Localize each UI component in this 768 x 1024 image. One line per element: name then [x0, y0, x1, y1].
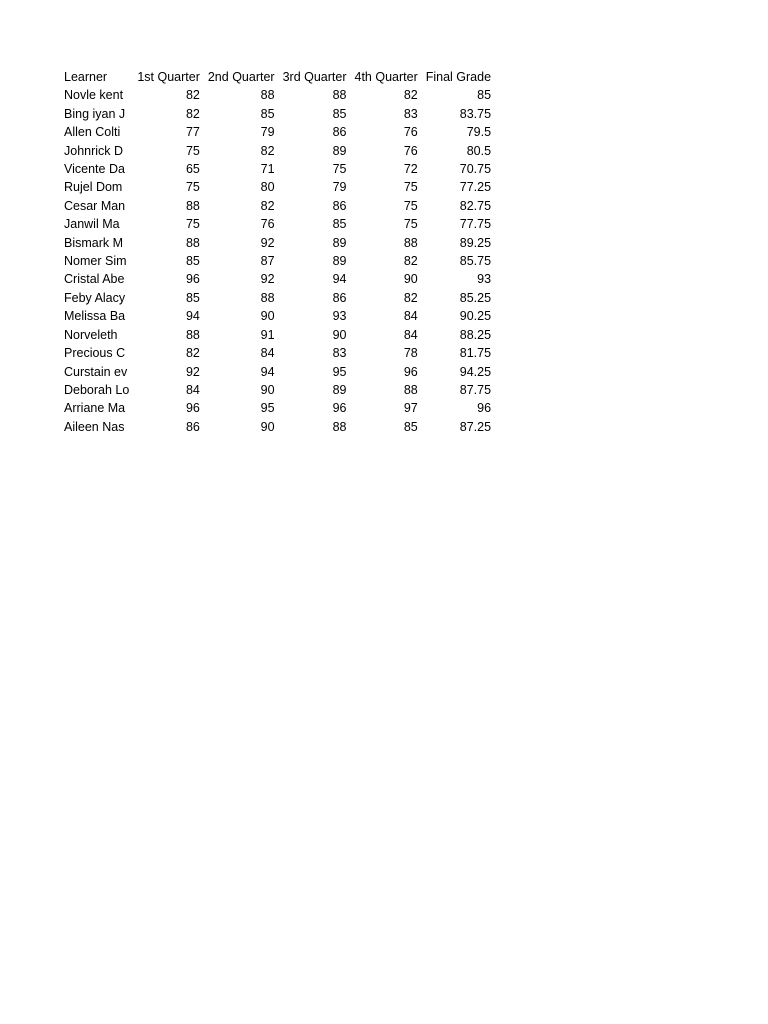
q4-grade-cell: 78 — [403, 346, 418, 361]
q2-grade-cell: 85 — [260, 106, 275, 121]
final-grade-cell: 88.25 — [459, 327, 492, 342]
q4-grade-cell: 75 — [403, 198, 418, 213]
header-4th-quarter: 4th Quarter — [354, 70, 418, 84]
q1-grade-cell: 75 — [185, 143, 200, 158]
learner-name-cell: Vicente Da — [64, 162, 125, 177]
learner-name-cell: Bismark M — [64, 235, 124, 250]
learner-name-cell: Aileen Nas — [64, 419, 125, 434]
header-learner: Learner — [64, 70, 108, 84]
q4-grade-cell: 82 — [403, 88, 418, 103]
q3-grade-cell: 75 — [332, 162, 347, 177]
q3-grade-cell: 83 — [332, 346, 347, 361]
q2-grade-cell: 82 — [260, 198, 275, 213]
q4-grade-cell: 76 — [403, 143, 418, 158]
q3-grade-cell: 79 — [332, 180, 347, 195]
q4-grade-cell: 84 — [403, 309, 418, 324]
learner-name-cell: Curstain ev — [64, 364, 128, 379]
q3-grade-cell: 89 — [332, 254, 347, 269]
q2-grade-cell: 71 — [260, 162, 275, 177]
q3-grade-cell: 89 — [332, 143, 347, 158]
table-row — [60, 363, 495, 381]
table-row — [60, 86, 495, 104]
q2-grade-cell: 88 — [260, 290, 275, 305]
table-row — [60, 289, 495, 307]
q3-grade-cell: 89 — [332, 235, 347, 250]
q3-grade-cell: 89 — [332, 382, 347, 397]
q4-grade-cell: 82 — [403, 290, 418, 305]
q2-grade-cell: 92 — [260, 272, 275, 287]
q1-grade-cell: 65 — [185, 162, 200, 177]
q1-grade-cell: 88 — [185, 235, 200, 250]
final-grade-cell: 80.5 — [466, 143, 492, 158]
learner-name-cell: Precious C — [64, 346, 126, 361]
grade-rows — [60, 86, 495, 436]
header-2nd-quarter: 2nd Quarter — [207, 70, 275, 84]
q1-grade-cell: 75 — [185, 217, 200, 232]
q2-grade-cell: 91 — [260, 327, 275, 342]
final-grade-cell: 79.5 — [466, 125, 492, 140]
q2-grade-cell: 79 — [260, 125, 275, 140]
final-grade-cell: 90.25 — [459, 309, 492, 324]
q1-grade-cell: 84 — [185, 382, 200, 397]
final-grade-cell: 93 — [477, 272, 492, 287]
learner-name-cell: Nomer Sim — [64, 254, 127, 269]
q4-grade-cell: 83 — [403, 106, 418, 121]
learner-name-cell: Novle kent — [64, 88, 124, 103]
grades-sheet — [60, 68, 495, 436]
table-row — [60, 160, 495, 178]
q4-grade-cell: 75 — [403, 180, 418, 195]
q3-grade-cell: 96 — [332, 401, 347, 416]
q2-grade-cell: 90 — [260, 419, 275, 434]
q2-grade-cell: 82 — [260, 143, 275, 158]
q1-grade-cell: 86 — [185, 419, 200, 434]
q1-grade-cell: 82 — [185, 346, 200, 361]
table-row — [60, 252, 495, 270]
q3-grade-cell: 86 — [332, 290, 347, 305]
final-grade-cell: 94.25 — [459, 364, 492, 379]
final-grade-cell: 89.25 — [459, 235, 492, 250]
table-row — [60, 381, 495, 399]
q4-grade-cell: 84 — [403, 327, 418, 342]
final-grade-cell: 85.75 — [459, 254, 492, 269]
q2-grade-cell: 87 — [260, 254, 275, 269]
final-grade-cell: 77.25 — [459, 180, 492, 195]
q3-grade-cell: 86 — [332, 198, 347, 213]
q4-grade-cell: 82 — [403, 254, 418, 269]
final-grade-cell: 87.25 — [459, 419, 492, 434]
table-row — [60, 197, 495, 215]
table-row — [60, 307, 495, 325]
q3-grade-cell: 85 — [332, 106, 347, 121]
table-row — [60, 399, 495, 417]
q4-grade-cell: 75 — [403, 217, 418, 232]
header-3rd-quarter: 3rd Quarter — [282, 70, 347, 84]
q1-grade-cell: 85 — [185, 254, 200, 269]
q2-grade-cell: 92 — [260, 235, 275, 250]
final-grade-cell: 85 — [477, 88, 492, 103]
learner-name-cell: Cristal Abe — [64, 272, 125, 287]
q4-grade-cell: 88 — [403, 235, 418, 250]
q1-grade-cell: 88 — [185, 198, 200, 213]
table-row — [60, 142, 495, 160]
q3-grade-cell: 95 — [332, 364, 347, 379]
q1-grade-cell: 96 — [185, 272, 200, 287]
final-grade-cell: 87.75 — [459, 382, 492, 397]
final-grade-cell: 83.75 — [459, 106, 492, 121]
q4-grade-cell: 88 — [403, 382, 418, 397]
final-grade-cell: 70.75 — [459, 162, 492, 177]
q1-grade-cell: 96 — [185, 401, 200, 416]
learner-name-cell: Rujel Dom — [64, 180, 123, 195]
table-row — [60, 215, 495, 233]
q3-grade-cell: 88 — [332, 419, 347, 434]
learner-name-cell: Norveleth — [64, 327, 118, 342]
q1-grade-cell: 82 — [185, 88, 200, 103]
table-row — [60, 234, 495, 252]
q2-grade-cell: 84 — [260, 346, 275, 361]
learner-name-cell: Allen Colti — [64, 125, 121, 140]
learner-name-cell: Melissa Ba — [64, 309, 126, 324]
header-final-grade: Final Grade — [425, 70, 492, 84]
header-1st-quarter: 1st Quarter — [137, 70, 200, 84]
learner-name-cell: Cesar Man — [64, 198, 126, 213]
q4-grade-cell: 76 — [403, 125, 418, 140]
q3-grade-cell: 88 — [332, 88, 347, 103]
q2-grade-cell: 95 — [260, 401, 275, 416]
q1-grade-cell: 77 — [185, 125, 200, 140]
q4-grade-cell: 85 — [403, 419, 418, 434]
header-row — [60, 68, 495, 86]
q3-grade-cell: 85 — [332, 217, 347, 232]
learner-name-cell: Arriane Ma — [64, 401, 126, 416]
q2-grade-cell: 90 — [260, 309, 275, 324]
q1-grade-cell: 94 — [185, 309, 200, 324]
table-row — [60, 326, 495, 344]
grades-table — [60, 68, 495, 436]
q2-grade-cell: 88 — [260, 88, 275, 103]
table-row — [60, 123, 495, 141]
learner-name-cell: Feby Alacy — [64, 290, 126, 305]
final-grade-cell: 96 — [477, 401, 492, 416]
q1-grade-cell: 88 — [185, 327, 200, 342]
q3-grade-cell: 90 — [332, 327, 347, 342]
q2-grade-cell: 94 — [260, 364, 275, 379]
table-row — [60, 178, 495, 196]
learner-name-cell: Johnrick D — [64, 143, 124, 158]
final-grade-cell: 77.75 — [459, 217, 492, 232]
q4-grade-cell: 72 — [403, 162, 418, 177]
final-grade-cell: 81.75 — [459, 346, 492, 361]
q2-grade-cell: 76 — [260, 217, 275, 232]
table-row — [60, 418, 495, 436]
table-row — [60, 270, 495, 288]
learner-name-cell: Deborah Lo — [64, 382, 130, 397]
final-grade-cell: 82.75 — [459, 198, 492, 213]
final-grade-cell: 85.25 — [459, 290, 492, 305]
q4-grade-cell: 96 — [403, 364, 418, 379]
q2-grade-cell: 90 — [260, 382, 275, 397]
q4-grade-cell: 90 — [403, 272, 418, 287]
q3-grade-cell: 93 — [332, 309, 347, 324]
learner-name-cell: Janwil Ma — [64, 217, 120, 232]
q3-grade-cell: 94 — [332, 272, 347, 287]
table-row — [60, 105, 495, 123]
q1-grade-cell: 85 — [185, 290, 200, 305]
table-row — [60, 344, 495, 362]
learner-name-cell: Bing iyan J — [64, 106, 126, 121]
q4-grade-cell: 97 — [403, 401, 418, 416]
q1-grade-cell: 75 — [185, 180, 200, 195]
q3-grade-cell: 86 — [332, 125, 347, 140]
q2-grade-cell: 80 — [260, 180, 275, 195]
q1-grade-cell: 82 — [185, 106, 200, 121]
q1-grade-cell: 92 — [185, 364, 200, 379]
